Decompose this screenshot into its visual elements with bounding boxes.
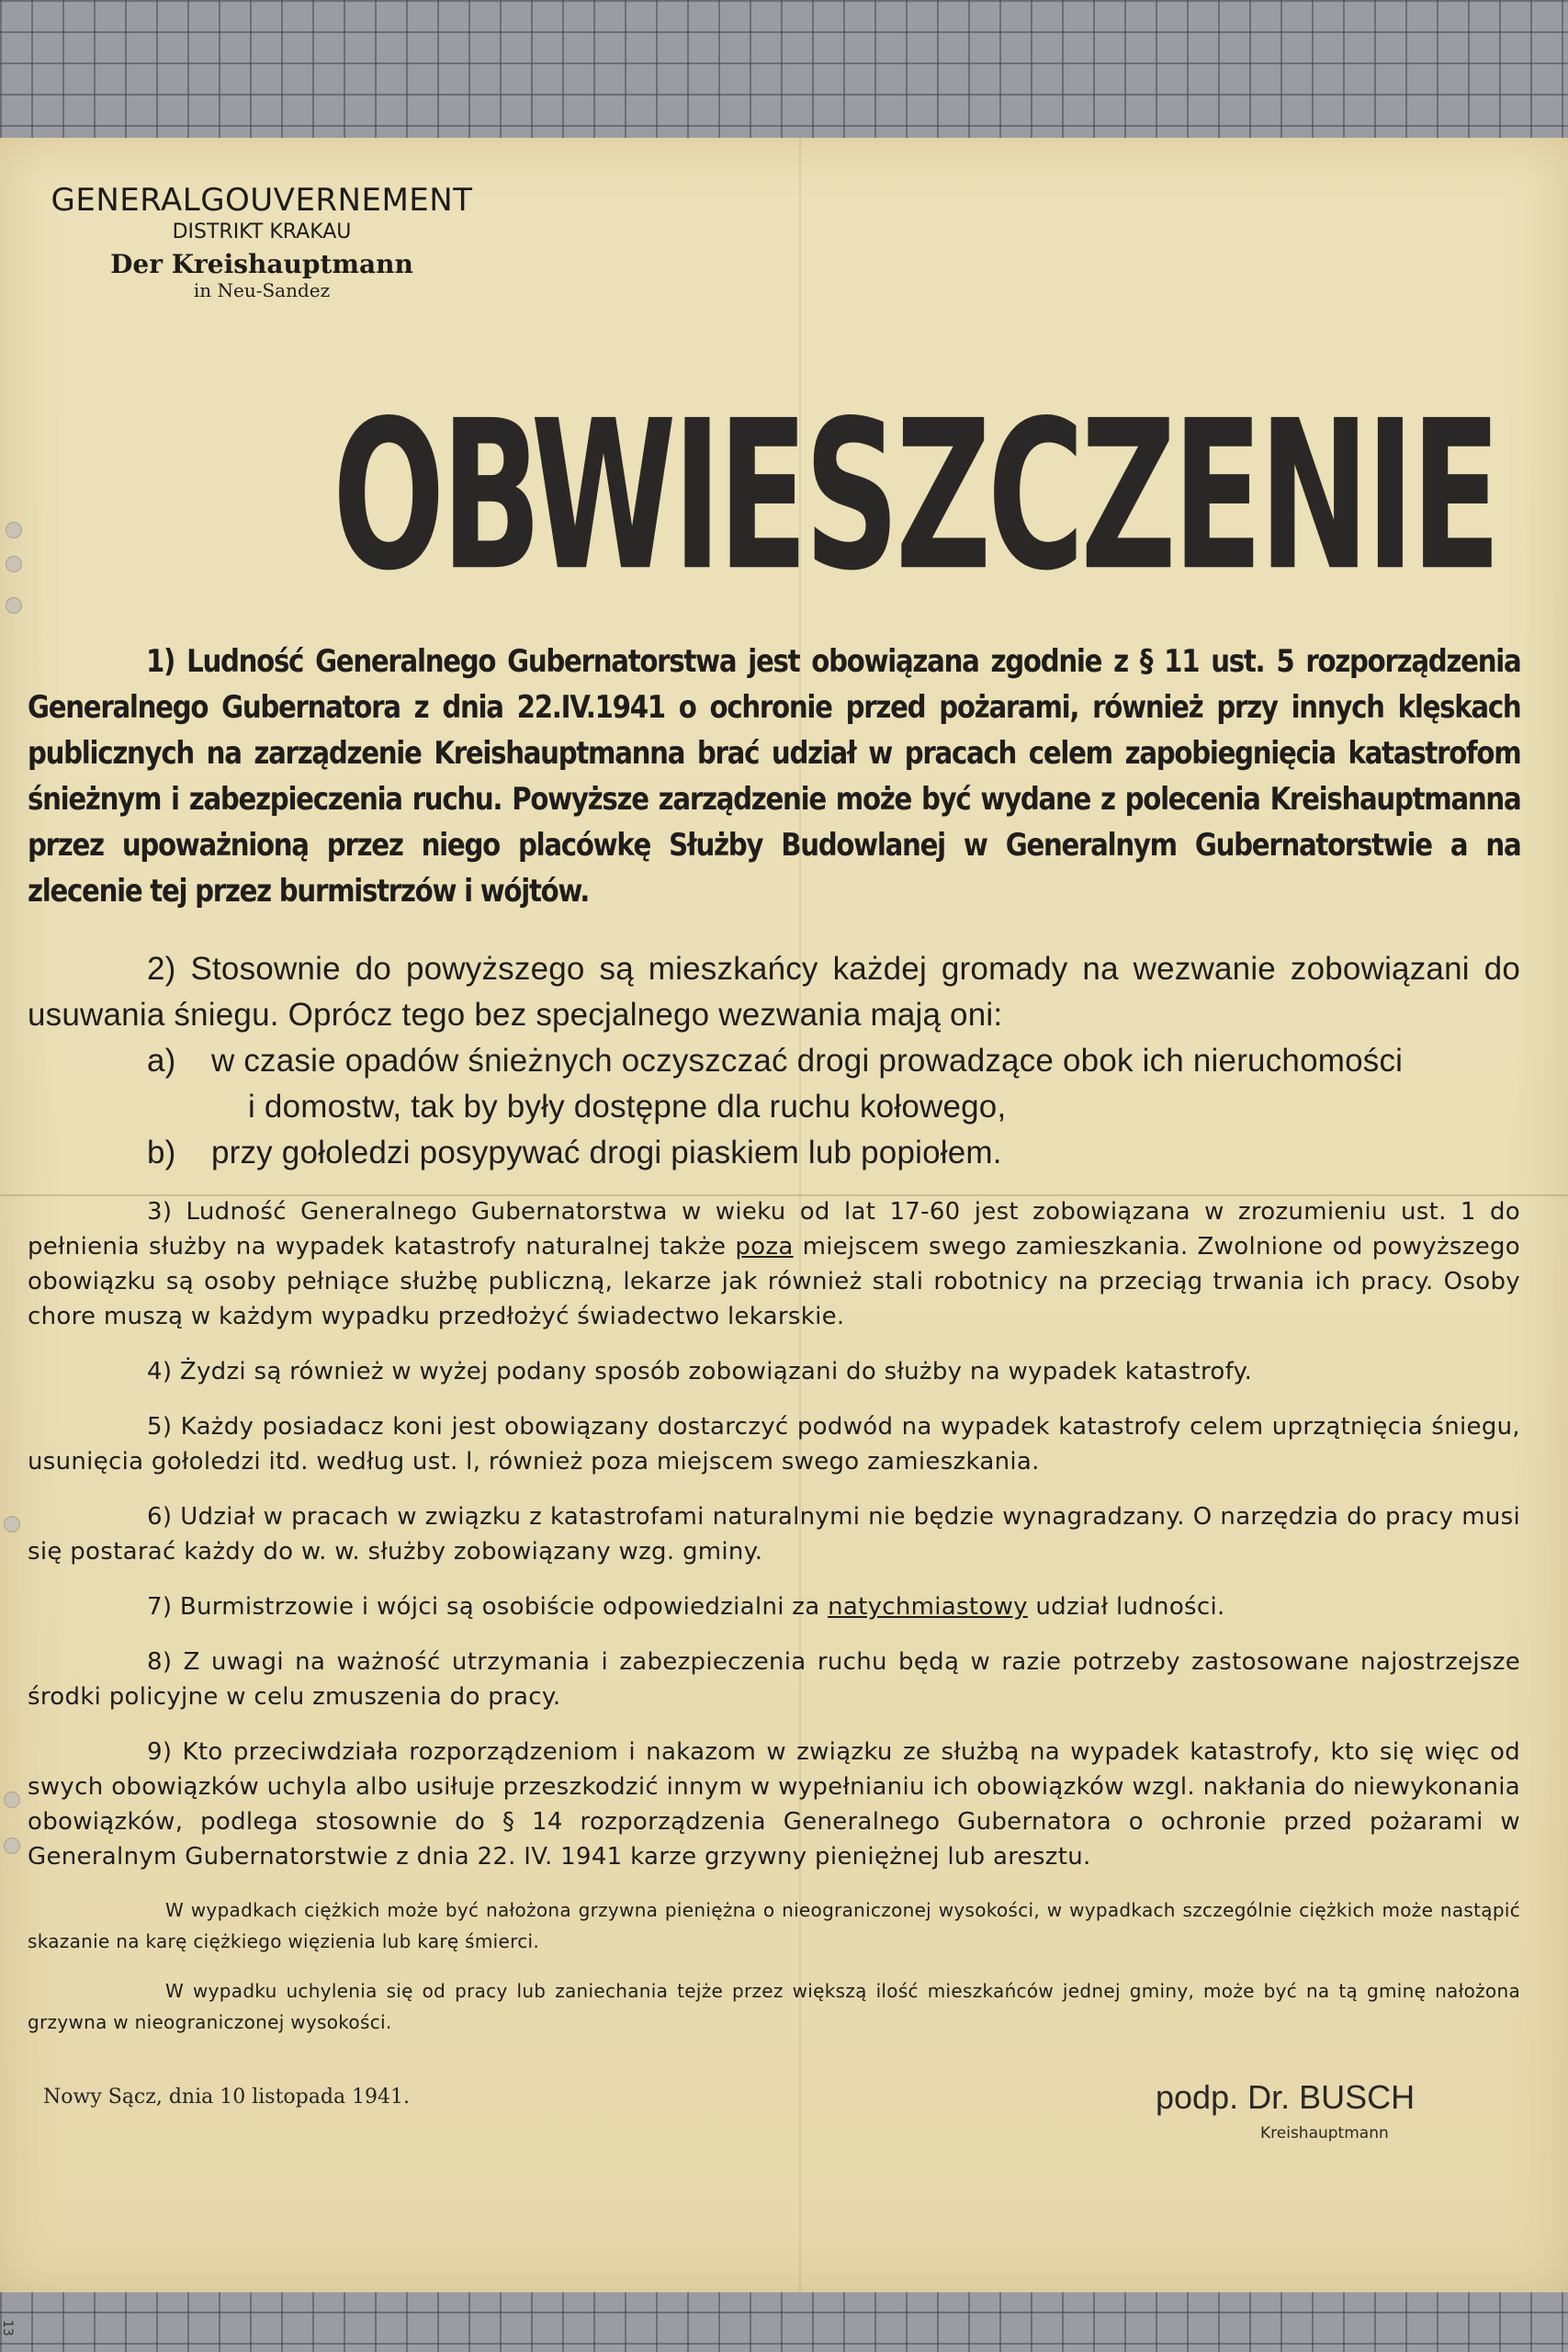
corner-mark: 13 bbox=[0, 2320, 15, 2336]
paragraph-6: 6) Udział w pracach w związku z katastrofami naturalnymi nie będzie wynagradzany. O narzędzia do pracy musi się postarać każdy do w. w. służby zobowiązany wzg. gminy. bbox=[28, 1503, 1520, 1566]
paragraph-2-item-a bbox=[28, 1038, 1520, 1084]
paragraph-8: 8) Z uwagi na ważność utrzymania i zabezpieczenia ruchu będą w razie potrzeby zastosowane najostrzejsze środki policyjne w celu zmuszenia do pracy. bbox=[28, 1648, 1520, 1711]
item-a-text-continued: i domostw, tak by były dostępne dla ruchu kołowego, bbox=[248, 1089, 1007, 1125]
paragraph-1: 1) Ludność Generalnego Gubernatorstwa jest obowiązana zgodnie z § 11 ust. 5 rozporządzenia Generalnego Gubernatora z dnia 22.IV.1941 o ochronie przed pożarami, również przy innych klęskach publicznych na zarządzenie Kreishauptmanna brać udział w pracach celem zapobiegnięcia katastrofom śnieżnym i zabezpieczenia ruchu. Powyższe zarządzenie może być wydane z polecenia Kreishauptmanna przez upoważnioną przez niego placówkę Służby Budowlanej w Generalnym Gubernatorstwie a na zlecenie tej przez burmistrzów i wójtów. bbox=[28, 643, 1521, 910]
note-1: W wypadkach ciężkich może być nałożona grzywna pieniężna o nieograniczonej wysokości, w wypadkach szczególnie ciężkich może nastąpić skazanie na karę ciężkiego więzienia lub karę śmierci. bbox=[28, 1899, 1520, 1952]
pin-hole bbox=[4, 1792, 20, 1808]
note-2: W wypadku uchylenia się od pracy lub zaniechania tejże przez większą ilość mieszkańców jednej gminy, może być na tą gminę nałożona grzywna w nieograniczonej wysokości. bbox=[28, 1980, 1520, 2033]
header-line-3: Der Kreishauptmann bbox=[110, 249, 413, 279]
issue-date: Nowy Sącz, dnia 10 listopada 1941. bbox=[43, 2086, 411, 2109]
header-line-2: DISTRIKT KRAKAU bbox=[172, 220, 352, 243]
pin-hole bbox=[4, 1838, 20, 1854]
paragraph-5: 5) Każdy posiadacz koni jest obowiązany dostarczyć podwód na wypadek katastrofy celem uprzątnięcia śniegu, usunięcia gołoledzi itd. według ust. l, również poza miejscem swego zamieszkania. bbox=[28, 1413, 1520, 1476]
paragraph-3-text-end: miejscem swego zamieszkania. Zwolnione od powyższego obowiązku są osoby pełniące służbę publiczną, lekarze jak również stali robotnicy na przeciąg trwania ich pracy. Osoby chore muszą w każdym wypadku przedłożyć świadectwo lekarskie. bbox=[28, 1233, 1521, 1330]
paragraph-2-item-b bbox=[28, 1130, 1520, 1176]
item-b-text: przy gołoledzi posypywać drogi piaskiem lub popiołem. bbox=[210, 1135, 1002, 1170]
paragraph-7-underlined: natychmiastowy bbox=[828, 1593, 1028, 1621]
pin-hole bbox=[6, 556, 22, 572]
item-a-text: w czasie opadów śnieżnych oczyszczać drogi prowadzące obok ich nieruchomości bbox=[210, 1043, 1404, 1079]
paragraph-3 bbox=[28, 1194, 1520, 1334]
signature-role: Kreishauptmann bbox=[1260, 2124, 1389, 2143]
paragraphs-3-to-9 bbox=[28, 1194, 1520, 2056]
header-line-4: in Neu-Sandez bbox=[193, 279, 331, 301]
paragraph-9: 9) Kto przeciwdziała rozporządzeniom i nakazom w związku ze służbą na wypadek katastrofy, kto się więc od swych obowiązków uchyla albo usiłuje przeszkodzić innym w wypełnianiu ich obowiązków wzgl. nakłania do niewykonania obowiązków, podlega stosownie do § 14 rozporządzenia Generalnego Gubernatora o ochronie przed pożarami w Generalnym Gubernatorstwie z dnia 22. IV. 1941 karze grzywny pieniężnej lub aresztu. bbox=[28, 1738, 1520, 1871]
pin-hole bbox=[4, 1516, 20, 1532]
pin-hole bbox=[6, 597, 22, 614]
paragraph-3-underlined: poza bbox=[735, 1233, 794, 1261]
issuer-header bbox=[46, 182, 478, 301]
paragraph-7-text: 7) Burmistrzowie i wójci są osobiście odpowiedzialni za bbox=[147, 1593, 820, 1621]
paragraph-4: 4) Żydzi są również w wyżej podany sposób zobowiązani do służby na wypadek katastrofy. bbox=[147, 1358, 1253, 1385]
item-a-label: a) bbox=[147, 1043, 176, 1079]
paragraph-3-text: 3) Ludność Generalnego Gubernatorstwa w wieku od lat 17-60 jest zobowiązana w zrozumieniu ust. 1 do pełnienia służby na wypadek katastrofy naturalnej także bbox=[28, 1198, 1520, 1261]
signature: podp. Dr. BUSCH bbox=[1156, 2078, 1416, 2116]
paragraph-2 bbox=[28, 946, 1520, 1176]
poster bbox=[0, 138, 1568, 2292]
paragraph-7-text-end: udział ludności. bbox=[1035, 1593, 1225, 1621]
paragraph-2-intro: 2) Stosownie do powyższego są mieszkańcy każdej gromady na wezwanie zobowiązani do usuwania śniegu. Oprócz tego bez specjalnego wezwania mają oni: bbox=[28, 951, 1520, 1033]
header-line-1: GENERALGOUVERNEMENT bbox=[51, 182, 473, 219]
item-b-label: b) bbox=[147, 1135, 176, 1170]
poster-title: OBWIESZCZENIE bbox=[332, 377, 1497, 616]
paragraph-7 bbox=[28, 1589, 1520, 1624]
pin-hole bbox=[6, 522, 22, 538]
